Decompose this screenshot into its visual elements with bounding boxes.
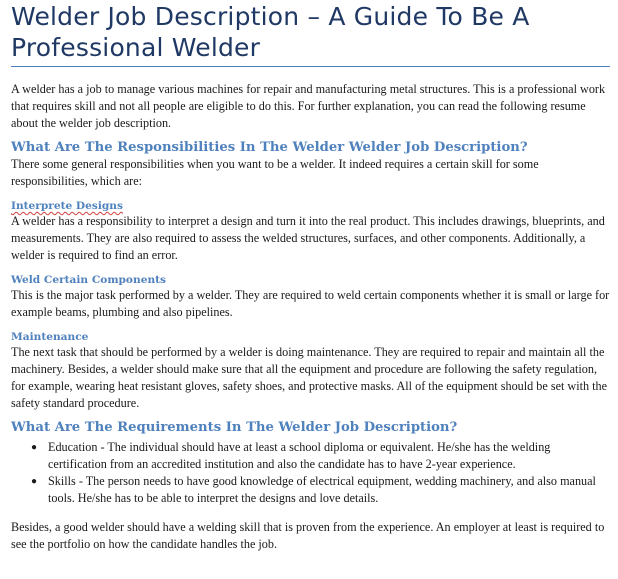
skills-requirement: Skills - The person needs to have good knowledge of electrical equipment, wedding machinery, and also manual tools. He/she has to be able to interpret the designs and love details.	[48, 474, 596, 505]
list-item	[31, 439, 610, 473]
document-page	[0, 1, 618, 579]
bullet-icon: ●	[31, 476, 38, 487]
responsibilities-heading: What Are The Responsibilities In The Welder Welder Job Description?	[11, 140, 528, 155]
intro-paragraph: A welder has a job to manage various machines for repair and manufacturing metal structures. This is a professional work that requires skill and not all people are eligible to do this. For further explanation, you can read the following resume about the welder job description.	[11, 82, 606, 130]
weld-components-text: This is the major task performed by a welder. They are required to weld certain components whether it is small or large for example beams, plumbing and also pipelines.	[11, 288, 610, 319]
requirements-heading: What Are The Requirements In The Welder Job Description?	[11, 420, 458, 435]
education-requirement: Education - The individual should have at least a school diploma or equivalent. He/she has the welding certification from an accredited institution and also the candidate has to have 2-year experience.	[48, 440, 551, 471]
requirements-list	[11, 439, 610, 507]
maintenance-text: The next task that should be performed by a welder is doing maintenance. They are required to repair and maintain all the machinery. Besides, a welder should make sure that all the equipment and procedure are following the safety regulation, for example, wearing heat resistant gloves, safety shoes, and protective masks. All of the equipment should be set with the safety standard procedure.	[11, 345, 608, 410]
interpret-designs-heading	[11, 199, 610, 213]
weld-components-heading: Weld Certain Components	[11, 274, 167, 286]
interpret-designs-text: A welder has a responsibility to interpret a design and turn it into the real product. This includes drawings, blueprints, and measurements. They are also required to assess the welded structures, surfaces, and other components. Additionally, a welder is required to find an error.	[11, 214, 605, 262]
list-item	[31, 473, 610, 507]
maintenance-heading: Maintenance	[11, 331, 89, 343]
responsibilities-intro: There some general responsibilities when you want to be a welder. It indeed requires a certain skill for some responsibilities, which are:	[11, 157, 539, 188]
page-title: Welder Job Description – A Guide To Be A Professional Welder	[11, 1, 610, 67]
closing-paragraph: Besides, a good welder should have a welding skill that is proven from the experience. An employer at least is required to see the portfolio on how the candidate handles the job.	[11, 520, 605, 551]
interpret-designs-heading-text: Interprete Designs	[11, 200, 123, 212]
bullet-icon: ●	[31, 442, 38, 453]
